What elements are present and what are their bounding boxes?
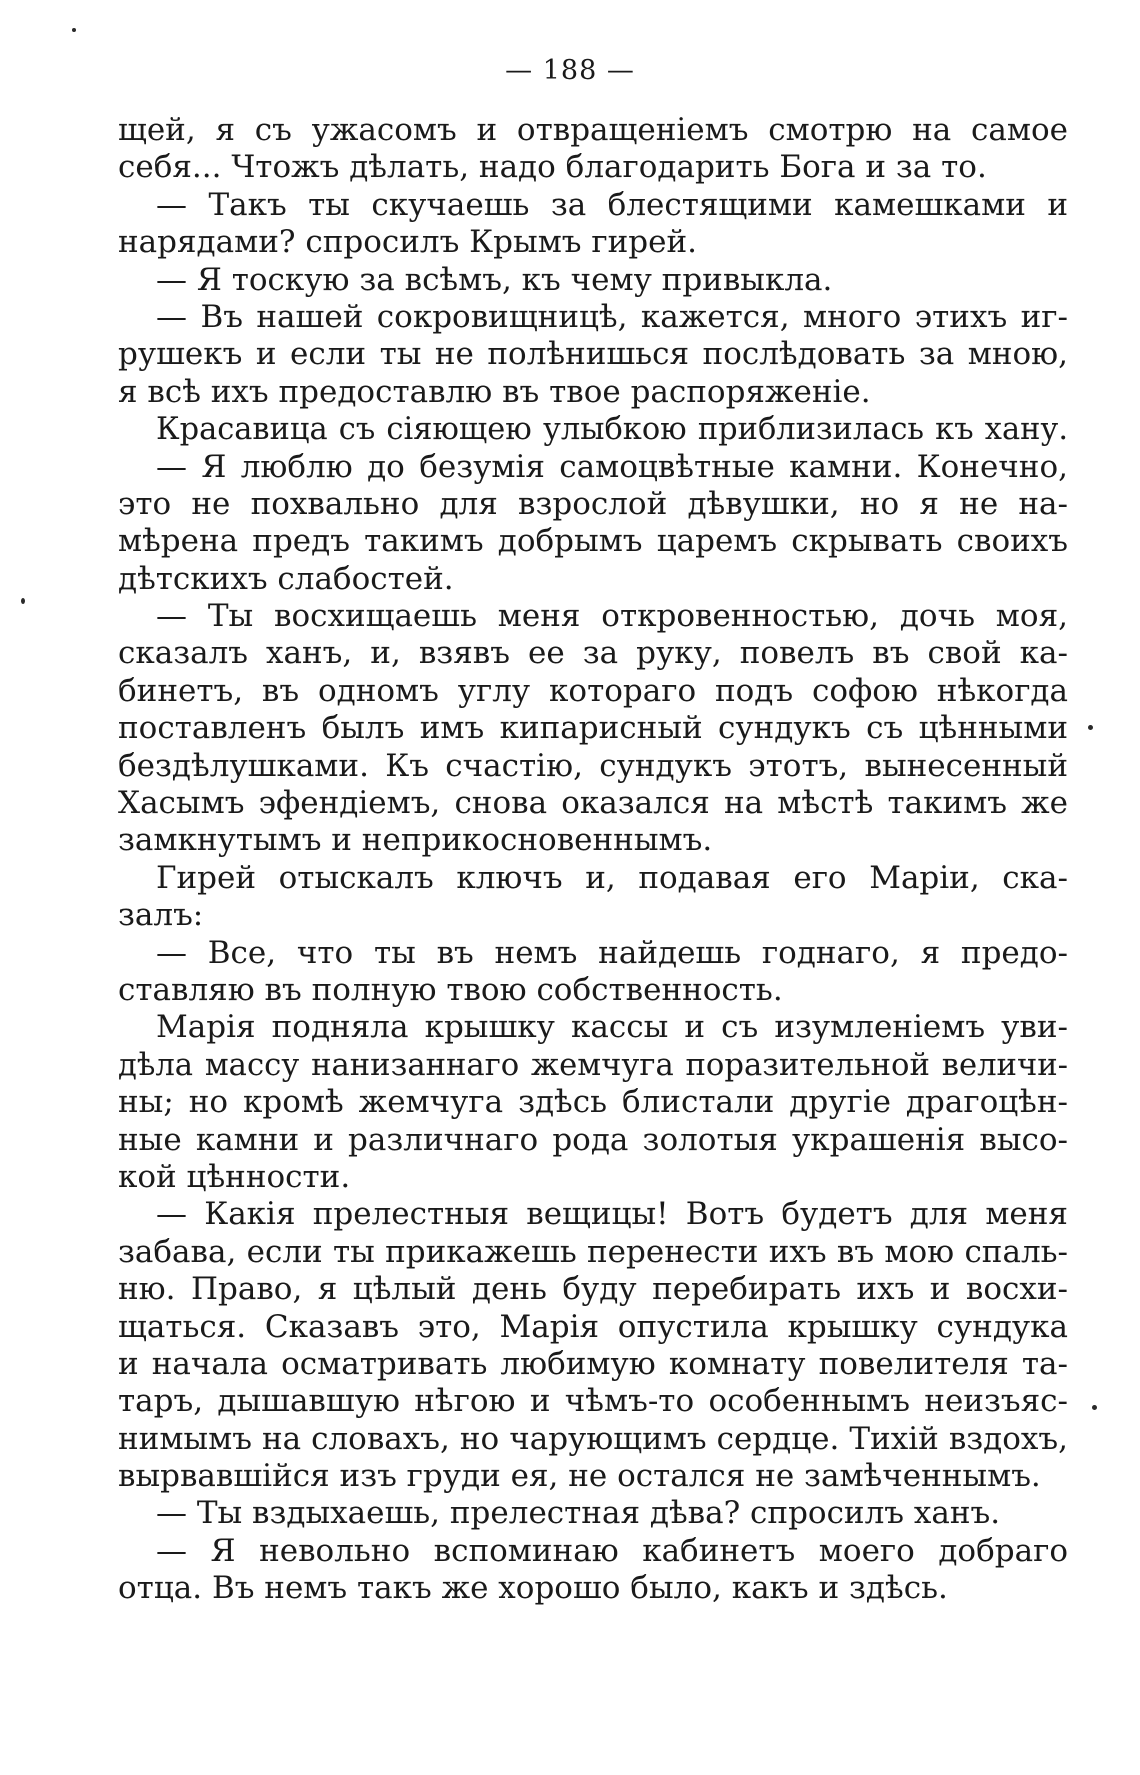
text-line: дѣла массу нанизаннаго жемчуга поразительной величи- [118,1047,1068,1083]
body-text [118,112,1068,1608]
print-speck [1088,725,1093,730]
text-line: — Въ нашей сокровищницѣ, кажется, много этихъ иг- [156,298,1068,335]
text-line: кой цѣнности. [118,1158,351,1195]
text-line: вырвавшійся изъ груди ея, не остался не замѣченнымъ. [118,1458,1041,1495]
text-line: залъ: [118,897,204,934]
text-line: это не похвально для взрослой дѣвушки, но я не на- [118,485,1068,522]
print-speck [21,598,25,604]
text-line: Марія подняла крышку кассы и съ изумленіемъ уви- [156,1009,1068,1046]
text-line: Красавица съ сіяющею улыбкою приблизилась къ хану. [156,412,1068,448]
text-line: Хасымъ эфендіемъ, снова оказался на мѣстѣ такимъ же [118,785,1068,822]
text-line: сказалъ ханъ, и, взявъ ее за руку, повелъ въ свой ка- [118,635,1068,672]
text-line: — Я люблю до безумія самоцвѣтные камни. Конечно, [156,448,1068,485]
text-line: — Я тоскую за всѣмъ, къ чему привыкла. [156,261,833,298]
print-speck [72,28,76,32]
text-line: — Такъ ты скучаешь за блестящими камешками и [156,186,1068,223]
text-line: замкнутымъ и неприкосновеннымъ. [118,822,713,859]
text-line: ные камни и различнаго рода золотыя украшенія высо- [118,1121,1068,1158]
text-line: — Ты вздыхаешь, прелестная дѣва? спросилъ ханъ. [156,1495,1001,1532]
text-line: мѣрена предъ такимъ добрымъ царемъ скрывать своихъ [118,523,1068,560]
text-line: — Все, что ты въ немъ найдешь годнаго, я предо- [156,934,1068,971]
text-line: отца. Въ немъ такъ же хорошо было, какъ и здѣсь. [118,1570,948,1607]
text-line: бездѣлушками. Къ счастію, сундукъ этотъ, вынесенный [118,747,1068,784]
text-line: — Какія прелестныя вещицы! Вотъ будетъ для меня [156,1196,1068,1233]
text-line: поставленъ былъ имъ кипарисный сундукъ съ цѣнными [118,710,1068,747]
text-line: дѣтскихъ слабостей. [118,560,454,597]
text-line: нарядами? спросилъ Крымъ гирей. [118,224,697,261]
text-line: ню. Право, я цѣлый день буду перебирать ихъ и восхи- [118,1271,1068,1308]
text-line: забава, если ты прикажешь перенести ихъ въ мою спаль- [118,1233,1068,1270]
text-line: ны; но кромѣ жемчуга здѣсь блистали другіе драгоцѣн- [118,1084,1068,1121]
text-line: таръ, дышавшую нѣгою и чѣмъ-то особеннымъ неизъяс- [118,1383,1068,1420]
text-line: нимымъ на словахъ, но чарующимъ сердце. Тихій вздохъ, [118,1420,1068,1457]
text-line: Гирей отыскалъ ключъ и, подавая его Маріи, ска- [156,859,1068,896]
text-line: — Ты восхищаешь меня откровенностью, дочь моя, [156,598,1068,635]
text-line: себя... Чтожъ дѣлать, надо благодарить Бога и за то. [118,149,987,186]
text-line: рушекъ и если ты не полѣнишься послѣдовать за мною, [118,336,1068,373]
text-line: — Я невольно вспоминаю кабинетъ моего добраго [156,1532,1068,1569]
text-line: и начала осматривать любимую комнату повелителя та- [118,1345,1068,1382]
text-line: щаться. Сказавъ это, Марія опустила крышку сундука [118,1308,1068,1345]
print-speck [1092,1405,1097,1410]
text-line: щей, я съ ужасомъ и отвращеніемъ смотрю на самое [118,112,1068,148]
text-line: я всѣ ихъ предоставлю въ твое распоряженіе. [118,373,871,410]
page-number: — 188 — [505,55,635,86]
text-line: ставляю въ полную твою собственность. [118,971,783,1008]
text-line: бинетъ, въ одномъ углу котораго подъ софою нѣкогда [118,672,1068,709]
